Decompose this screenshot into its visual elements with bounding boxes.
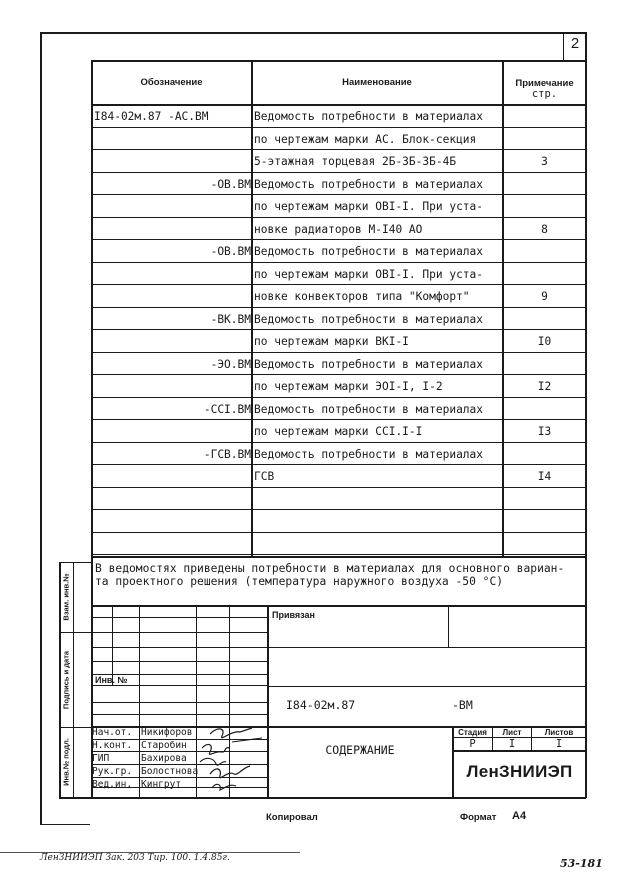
name-cell: Ведомость потребности в материалах xyxy=(254,312,484,326)
sheet-number: 2 xyxy=(570,35,580,52)
name-cell: по чертежам марки ВКI-I xyxy=(254,335,409,348)
side-label-vzam-inv: Взам. инв.№ xyxy=(61,573,71,621)
name-cell: по чертежам марки АС. Блок-секция xyxy=(254,132,477,146)
stage-value: Р xyxy=(469,738,476,750)
tb-code-top xyxy=(267,686,586,687)
sheets-value: I xyxy=(555,738,563,750)
table-row xyxy=(92,533,586,556)
name-cell: 5-этажная торцевая 2Б-3Б-3Б-4Б xyxy=(254,155,457,168)
name-cell: по чертежам марки ЭОI-I, I-2 xyxy=(254,380,443,393)
stage-label: Стадия xyxy=(458,728,487,737)
name-cell: Ведомость потребности в материалах xyxy=(254,402,484,416)
table-row xyxy=(92,240,586,263)
tb-left-row3 xyxy=(91,647,267,648)
table-row xyxy=(92,465,586,488)
stamp-col-top xyxy=(59,562,91,563)
table-row xyxy=(92,173,586,196)
signer-name: Старобин xyxy=(141,740,187,751)
tb-left-row7 xyxy=(91,702,267,703)
table-row xyxy=(92,150,586,173)
sheet-label: Лист xyxy=(502,728,522,737)
table-row xyxy=(92,308,586,331)
name-cell: Ведомость потребности в материалах xyxy=(254,177,484,191)
sheets-label: Листов xyxy=(544,728,574,737)
tb-stage-row2 xyxy=(452,750,586,752)
designation-cell: -ОВ.ВМ xyxy=(210,177,251,191)
stamp-col-left xyxy=(59,562,61,798)
frame-top xyxy=(40,32,586,34)
tb-privyazan-mid xyxy=(448,605,449,647)
table-row xyxy=(92,420,586,443)
tb-left-row1 xyxy=(91,617,267,618)
name-cell: Ведомость потребности в материалах xyxy=(254,447,484,461)
doc-code-left: I84-02м.87 xyxy=(286,698,356,712)
table-top xyxy=(91,60,586,62)
frame-bottom xyxy=(40,824,90,825)
page-cell: 3 xyxy=(541,155,548,168)
name-cell: по чертежам марки ОВI-I. При уста- xyxy=(254,267,484,281)
signer-role: Рук.гр. xyxy=(92,766,133,777)
name-cell: по чертежам марки ССI.I-I xyxy=(254,425,423,438)
signer-role: Вед.ин. xyxy=(92,779,133,790)
signer-role: Н.конт. xyxy=(92,740,133,751)
inv-no-label: Инв. № xyxy=(95,675,128,685)
table-row xyxy=(92,285,586,308)
table-row xyxy=(92,195,586,218)
designation-cell: -ЭО.ВМ xyxy=(210,357,251,371)
page-cell: 8 xyxy=(541,222,548,236)
table-row xyxy=(92,263,586,286)
stamp-col-sep1 xyxy=(59,632,91,633)
imprint: ЛенЗНИИЭП Зак. 203 Тир. 100. 1.4.85г. xyxy=(40,853,230,863)
table-row xyxy=(92,443,586,466)
name-cell: ГСВ xyxy=(254,470,275,483)
table-row xyxy=(92,128,586,151)
signer-name: Никифоров xyxy=(141,727,193,738)
header-note-line2: стр. xyxy=(531,88,558,100)
header-name: Наименование xyxy=(342,77,412,88)
footnote-line2: та проектного решения (температура наружного воздуха -50 °С) xyxy=(95,575,504,588)
footnote xyxy=(95,562,564,588)
footnote-line1: В ведомостях приведены потребности в материалах для основного вариан- xyxy=(95,562,565,575)
org-name: ЛенЗНИИЭП xyxy=(466,762,573,781)
table-row xyxy=(92,375,586,398)
doc-title: СОДЕРЖАНИЕ xyxy=(325,743,395,757)
page-cell: 9 xyxy=(541,290,548,303)
stamp-col-sep2 xyxy=(59,727,91,728)
format-label: Формат xyxy=(460,812,497,823)
table-bottom xyxy=(91,556,586,558)
tb-left-row2 xyxy=(91,632,267,633)
tb-left-row8 xyxy=(91,714,267,715)
row-divider xyxy=(92,554,586,555)
designation-cell: -ГСВ.ВМ xyxy=(203,447,251,461)
table-row xyxy=(92,218,586,241)
designation-cell: -ВК.ВМ xyxy=(210,312,251,326)
stamp-col-bottom xyxy=(59,797,586,799)
page-code: 53-181 xyxy=(560,857,603,870)
designation-cell: -ОВ.ВМ xyxy=(210,245,251,258)
doc-code-right: -ВМ xyxy=(452,698,473,712)
table-row xyxy=(92,510,586,533)
sheet-number-box-left xyxy=(563,32,564,60)
tb-privyazan-bottom xyxy=(267,647,586,648)
tb-left-row6 xyxy=(91,685,267,686)
header-designation: Обозначение xyxy=(140,77,203,88)
page-cell: I3 xyxy=(537,425,552,438)
stamp-col-inner xyxy=(73,562,74,798)
header-note xyxy=(503,78,586,100)
page-cell: I2 xyxy=(537,380,552,393)
header-note-line1: Примечание xyxy=(515,78,574,89)
page-cell: I0 xyxy=(537,335,552,348)
format-value: А4 xyxy=(512,810,527,822)
copied-label: Копировал xyxy=(266,812,318,823)
sheet-value: I xyxy=(508,738,516,750)
name-cell: по чертежам марки ОВI-I. При уста- xyxy=(254,200,484,213)
side-label-inv-sub: Инв.№ подл. xyxy=(61,738,71,786)
side-label-sign-date: Подпись и дата xyxy=(61,650,71,710)
name-cell: новке радиаторов М-I40 АО xyxy=(254,222,423,236)
signatures-graphic xyxy=(192,722,272,802)
signer-role: ГИП xyxy=(92,753,110,764)
tb-left-row4 xyxy=(91,661,267,662)
page-cell: I4 xyxy=(537,470,552,483)
signer-name: Бахирова xyxy=(141,753,187,764)
signer-name: Кингрут xyxy=(141,779,182,790)
signer-name: Болостнова xyxy=(141,766,199,777)
frame-left xyxy=(40,32,42,824)
tb-left-col1 xyxy=(139,605,140,797)
name-cell: новке конвекторов типа "Комфорт" xyxy=(254,290,470,303)
table-row xyxy=(92,398,586,421)
table-row xyxy=(92,488,586,511)
designation-cell: -ССI.ВМ xyxy=(203,402,251,416)
name-cell: Ведомость потребности в материалах xyxy=(254,357,484,371)
signer-role: Нач.от. xyxy=(92,727,133,738)
name-cell: Ведомость потребности в материалах xyxy=(254,110,484,123)
privyazan-label: Привязан xyxy=(272,610,315,620)
table-row xyxy=(92,353,586,376)
name-cell: Ведомость потребности в материалах xyxy=(254,245,484,258)
table-row xyxy=(92,105,586,128)
tb-top xyxy=(91,605,586,607)
designation-cell: I84-02м.87 -АС.ВМ xyxy=(94,110,209,123)
table-row xyxy=(92,330,586,353)
